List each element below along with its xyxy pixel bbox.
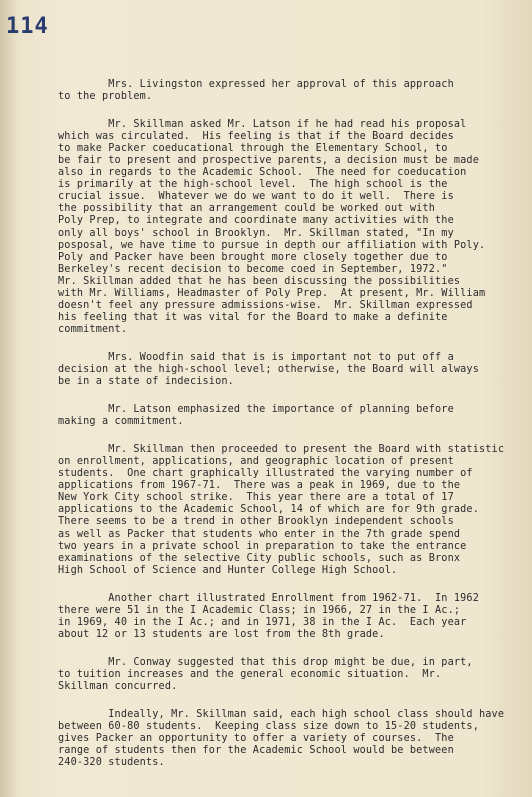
text-line: there were 51 in the I Academic Class; in 1966, 27 in the I Ac.; — [58, 604, 461, 616]
text-line: Mrs. Livingston expressed her approval of this approach — [58, 79, 454, 90]
text-line: students. One chart graphically illustrated the varying number of — [58, 468, 473, 480]
text-line: Mr. Skillman added that he has been discussing the possibilities — [58, 275, 461, 287]
text-line: as well as Packer that students who enter in the 7th grade spend — [58, 528, 461, 540]
text-line: Mrs. Woodfin said that is is important not to put off a — [58, 351, 454, 363]
paragraph — [58, 119, 528, 336]
text-line: Poly and Packer have been brought more closely together due to — [58, 251, 448, 263]
text-line: is primarily at the high-school level. The high school is the — [58, 179, 448, 191]
text-line: gives Packer an opportunity to offer a variety of courses. The — [58, 733, 454, 745]
paragraph — [58, 404, 528, 428]
text-line: New York City school strike. This year there are a total of 17 — [58, 492, 454, 504]
paragraph — [58, 657, 528, 693]
text-line: which was circulated. His feeling is that if the Board decides — [58, 131, 454, 143]
text-line: also in regards to the Academic School. The need for coeducation — [58, 167, 467, 179]
text-line: to tuition increases and the general economic situation. Mr. — [58, 668, 442, 680]
text-line: range of students then for the Academic School would be between — [58, 745, 454, 757]
text-line: commitment. — [58, 323, 128, 335]
text-line: the possibility that an arrangement could be worked out with — [58, 203, 436, 215]
text-line: be fair to present and prospective parents, a decision must be made — [58, 155, 479, 167]
text-line: examinations of the selective City public schools, such as Bronx — [58, 552, 461, 564]
paragraph — [58, 79, 528, 103]
text-line: Mr. Latson emphasized the importance of planning before — [58, 404, 454, 416]
text-line: Berkeley's recent decision to become coed in September, 1972." — [58, 263, 448, 275]
text-line: in 1969, 40 in the I Ac.; and in 1971, 38 in the I Ac. Each year — [58, 616, 467, 628]
text-line: crucial issue. Whatever we do we want to do it well. There is — [58, 191, 454, 203]
text-line: applications to the Academic School, 14 of which are for 9th grade. — [58, 504, 479, 516]
text-line: making a commitment. — [58, 416, 184, 428]
text-line: with Mr. Williams, Headmaster of Poly Prep. At present, Mr. William — [58, 287, 486, 299]
text-line: be in a state of indecision. — [58, 376, 234, 388]
text-line: Skillman concurred. — [58, 680, 178, 692]
text-line: There seems to be a trend in other Brooklyn independent schools — [58, 516, 454, 528]
text-line: decision at the high-school level; otherwise, the Board will always — [58, 363, 479, 375]
text-line: to make Packer coeducational through the Elementary School, to — [58, 143, 448, 155]
paragraph — [58, 709, 528, 769]
text-line: only all boys' school in Brooklyn. Mr. Skillman stated, "In my — [58, 227, 454, 239]
text-line: about 12 or 13 students are lost from the 8th grade. — [58, 628, 385, 640]
text-line: his feeling that it was vital for the Board to make a definite — [58, 311, 448, 323]
text-line: High School of Science and Hunter College High School. — [58, 564, 398, 576]
text-line: Mr. Skillman then proceeded to present the Board with statistic — [58, 444, 505, 456]
text-line: doesn't feel any pressure admissions-wise. Mr. Skillman expressed — [58, 299, 473, 311]
minutes-body — [58, 79, 528, 769]
paragraph — [58, 444, 528, 577]
text-line: 240-320 students. — [58, 757, 165, 769]
paragraph — [58, 593, 528, 641]
text-line: Mr. Conway suggested that this drop might be due, in part, — [58, 656, 473, 668]
text-line: applications from 1967-71. There was a peak in 1969, due to the — [58, 480, 461, 492]
text-line: Mr. Skillman asked Mr. Latson if he had read his proposal — [58, 119, 467, 131]
text-line: Indeally, Mr. Skillman said, each high school class should have — [58, 709, 505, 721]
text-line: Poly Prep, to integrate and coordinate many activities with the — [58, 215, 454, 227]
text-line: between 60-80 students. Keeping class size down to 15-20 students, — [58, 721, 479, 733]
paragraph — [58, 352, 528, 388]
text-line: two years in a private school in preparation to take the entrance — [58, 540, 467, 552]
text-line: to the problem. — [58, 91, 153, 103]
text-line: Another chart illustrated Enrollment from 1962-71. In 1962 — [58, 592, 479, 604]
text-line: posposal, we have time to pursue in depth our affiliation with Poly. — [58, 239, 486, 251]
page-number: 114 — [6, 14, 49, 39]
text-line: on enrollment, applications, and geographic location of present — [58, 456, 454, 468]
